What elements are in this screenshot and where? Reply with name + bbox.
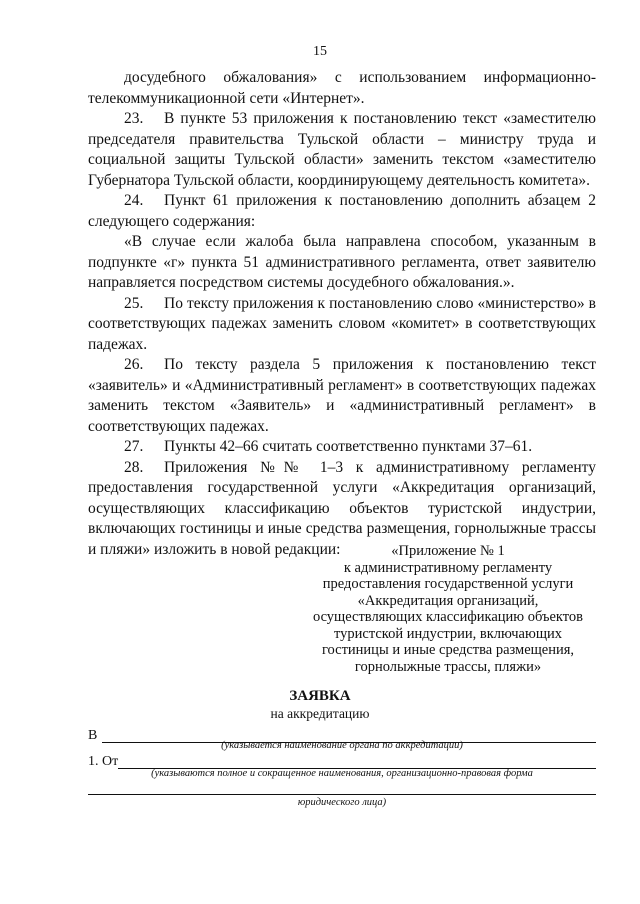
- field-to-label: В: [88, 728, 98, 743]
- appendix-line: горнолыжные трассы, пляжи»: [354, 658, 542, 675]
- appendix-line: «Аккредитация организаций,: [357, 592, 539, 609]
- paragraph-continuation: [88, 68, 596, 109]
- appendix-line: гостиницы и иные средства размещения,: [321, 642, 575, 658]
- appendix-line: туристской индустрии, включающих: [334, 625, 562, 642]
- field-from-continuation-row: [88, 780, 596, 798]
- paragraph-number: 24.: [124, 192, 144, 209]
- appendix-line: предоставления государственной услуги: [322, 576, 574, 592]
- page-number: 15: [313, 44, 327, 59]
- paragraph-item-24: [88, 191, 596, 232]
- paragraph-number: 28.: [124, 458, 144, 476]
- paragraph-text: По тексту приложения к постановлению слово «министерство» в соответствующих падежах заменить словом «комитет» в соответствующих падежах.: [88, 294, 596, 353]
- paragraph-item-27: [88, 437, 596, 458]
- field-from-label: 1. От: [88, 754, 119, 769]
- form-subtitle: на аккредитацию: [270, 706, 370, 721]
- appendix-header: [300, 543, 596, 675]
- paragraph-text: досудебного обжалования» с использованием информационно-телекоммуникационной сети «Интернет».: [88, 69, 596, 107]
- paragraph-quote: [88, 232, 596, 294]
- paragraph-text: В пункте 53 приложения к постановлению текст «заместителю председателя правительства Тульской области – министру труда и социальной защиты Тульской области» заменить текстом «заместителю Губернатора Тульской области, координирующему деятельность комитета».: [88, 110, 596, 189]
- paragraph-number: 27.: [124, 438, 144, 455]
- paragraph-number: 23.: [124, 110, 144, 127]
- paragraph-number: 26.: [124, 356, 144, 373]
- appendix-line: к административному регламенту: [343, 559, 553, 576]
- appendix-line: «Приложение № 1: [391, 543, 505, 559]
- paragraph-number: 25.: [124, 294, 144, 312]
- paragraph-text: По тексту раздела 5 приложения к постановлению текст «заявитель» и «Административный регламент» в соответствующих падежах заменить текстом «Заявитель» и «административный регламент» в соответствующих падежах.: [88, 356, 596, 435]
- paragraph-text: Пункты 42–66 считать соответственно пунктами 37–61.: [164, 438, 533, 455]
- paragraph-item-26: [88, 355, 596, 437]
- document-body: [88, 68, 596, 560]
- paragraph-item-23: [88, 109, 596, 191]
- form-title: ЗАЯВКА: [289, 688, 351, 704]
- paragraph-text: Пункт 61 приложения к постановлению дополнить абзацем 2 следующего содержания:: [88, 192, 596, 230]
- field-from-hint-continuation: юридического лица): [297, 797, 387, 808]
- field-from-continuation-line[interactable]: [88, 794, 596, 795]
- field-from-hint: (указываются полное и сокращенное наименования, организационно-правовая форма: [151, 768, 533, 779]
- paragraph-text: «В случае если жалоба была направлена способом, указанным в подпункте «г» пункта 51 административного регламента, ответ заявителю направляется посредством системы досудебного обжалования.».: [88, 233, 596, 291]
- appendix-line: осуществляющих классификацию объектов: [312, 609, 584, 625]
- field-to-hint: (указывается наименование органа по аккредитации): [221, 740, 463, 751]
- paragraph-text: Приложения №№ 1–3 к административному регламенту предоставления государственной услуги «Аккредитация организаций, осуществляющих классификацию объектов туристской индустрии, включающих гостиницы и иные средства размещения, горнолыжные трассы и пляжи» изложить в новой редакции:: [88, 458, 596, 558]
- paragraph-item-25: [88, 294, 596, 356]
